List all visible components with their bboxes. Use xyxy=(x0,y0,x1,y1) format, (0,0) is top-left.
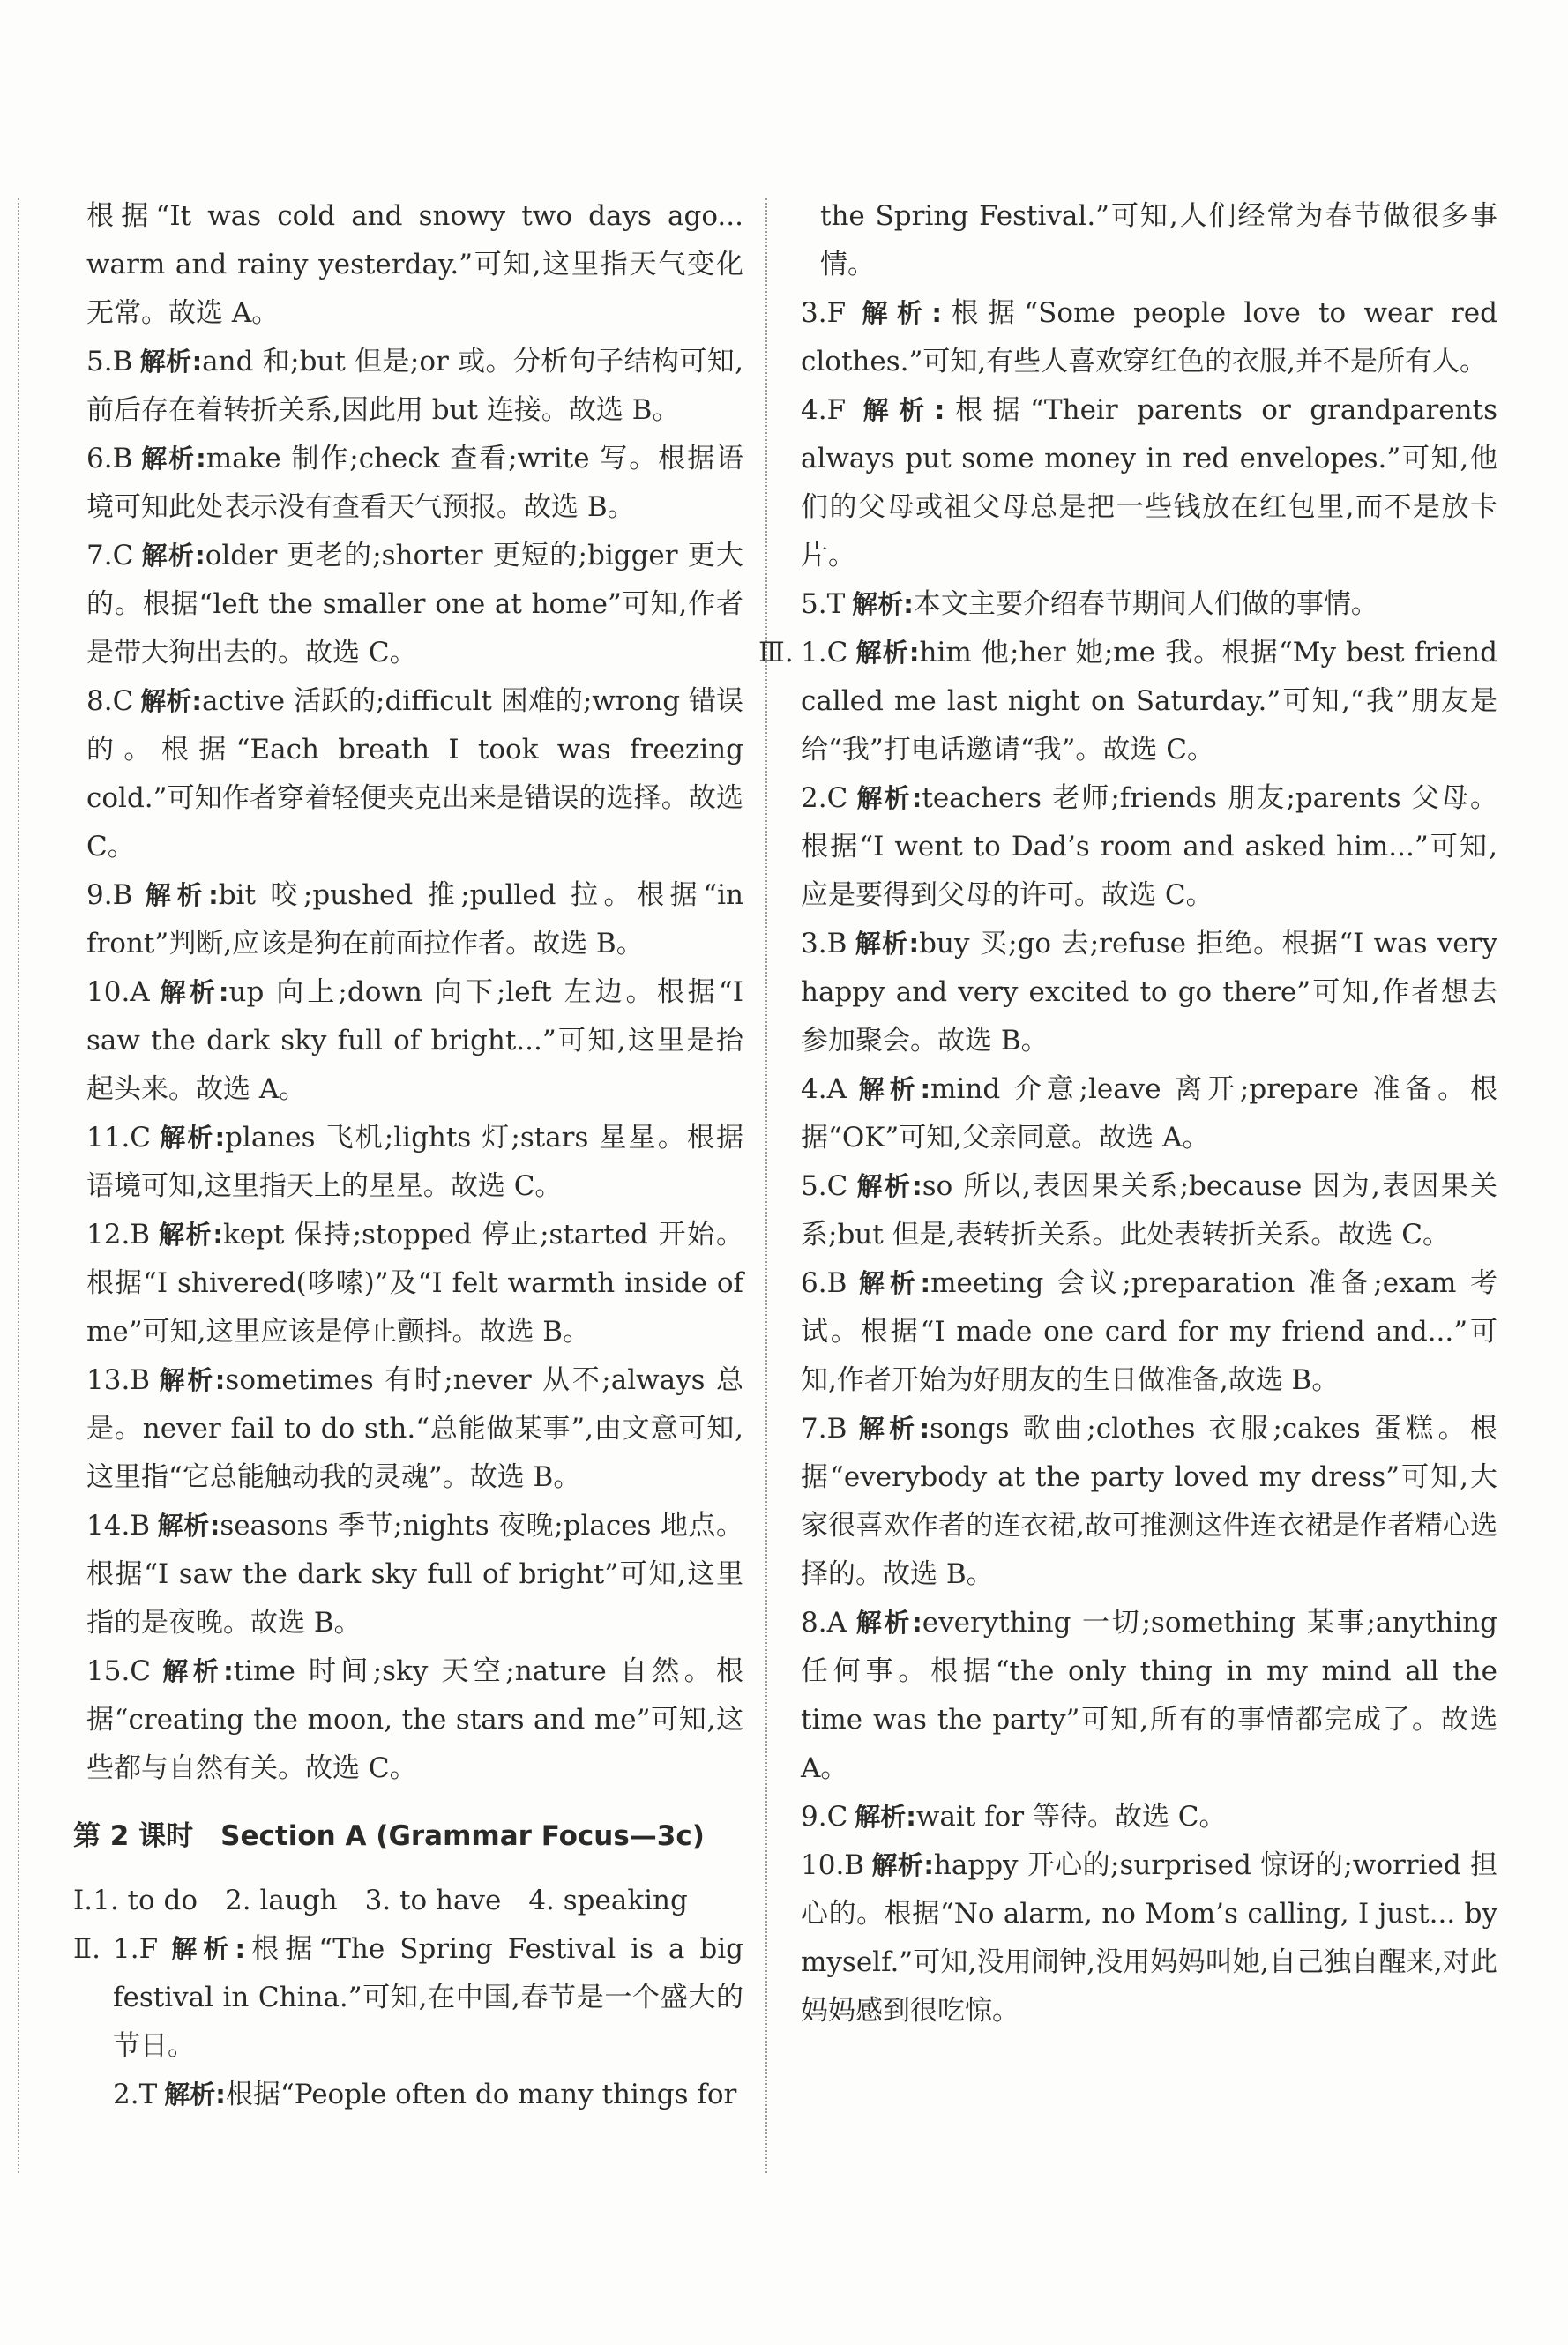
lesson-title: 第 2 课时 Section A (Grammar Focus—3c) xyxy=(73,1820,705,1852)
carryover-text: 根据“It was cold and snowy two days ago... warm and rainy yesterday.”可知,这里指天气变化无常。故选 A。 xyxy=(86,200,743,329)
analysis-text: 本文主要介绍春节期间人们做的事情。 xyxy=(913,588,1378,620)
analysis-text: meeting 会议;preparation 准备;exam 考试。根据“I made one card for my friend and...”可知,作者开始为好朋友的生日做准备,故选 B。 xyxy=(801,1267,1498,1396)
answer-number: 6.B xyxy=(86,443,133,474)
analysis-text: active 活跃的;difficult 困难的;wrong 错误的。根据“Each breath I took was freezing cold.”可知作者穿着轻便夹克出来是错误的选择。故选 C。 xyxy=(86,685,743,863)
answer-number: 5.T xyxy=(801,588,846,620)
answer-number: 4.A xyxy=(801,1073,847,1105)
answer-number: 3.F xyxy=(801,297,847,329)
answer-item xyxy=(801,629,1497,774)
section-2-roman: Ⅱ. xyxy=(73,1933,101,1965)
analysis-text: happy 开心的;surprised 惊讶的;worried 担心的。根据“No alarm, no Mom’s calling, I just... by myself.”可知,没用闹钟,没用妈妈叫她,自己独自醒来,对此妈妈感到很吃惊。 xyxy=(801,1849,1497,2027)
analysis-text: older 更老的;shorter 更短的;bigger 更大的。根据“left the smaller one at home”可知,作者是带大狗出去的。故选 C。 xyxy=(86,540,743,668)
answer-item xyxy=(801,1793,1497,1841)
answer-number: 2.C xyxy=(801,782,848,814)
answer-item xyxy=(801,1841,1497,2035)
answer-number: 5.C xyxy=(801,1170,848,1202)
analysis-label: 解析: xyxy=(158,1656,234,1686)
analysis-label: 解析: xyxy=(852,589,914,619)
analysis-text: sometimes 有时;never 从不;always 总是。never fail to do sth.“总能做某事”,由文意可知,这里指“它总能触动我的灵魂”。故选 B。 xyxy=(86,1364,743,1493)
analysis-label: 解析: xyxy=(855,1802,916,1832)
analysis-label: 解析: xyxy=(157,1220,223,1250)
answer-number: 7.B xyxy=(801,1413,847,1445)
answer-number: 2.T xyxy=(113,2079,158,2110)
analysis-text: everything 一切;something 某事;anything 任何事。根据“the only thing in my mind all the time was the party”可知,所有的事情都完成了。故选 A。 xyxy=(801,1607,1497,1784)
analysis-label: 解析: xyxy=(854,1268,931,1298)
analysis-text: time 时间;sky 天空;nature 自然。根据“creating the moon, the stars and me”可知,这些都与自然有关。故选 C。 xyxy=(86,1655,743,1784)
carryover-text-right: the Spring Festival.”可知,人们经常为春节做很多事情。 xyxy=(820,200,1497,280)
answer-item xyxy=(86,871,743,968)
answer-item xyxy=(801,920,1497,1065)
analysis-text: him 他;her 她;me 我。根据“My best friend called me last night on Saturday.”可知,“我”朋友是给“我”打电话邀请“我”。故选 C。 xyxy=(801,637,1497,765)
analysis-text: seasons 季节;nights 夜晚;places 地点。根据“I saw the dark sky full of bright”可知,这里指的是夜晚。故选 B。 xyxy=(86,1510,743,1639)
analysis-label: 解析: xyxy=(139,347,203,377)
answer-number: 9.C xyxy=(801,1801,848,1833)
answer-number: 10.B xyxy=(801,1849,865,1881)
answer-number: 8.A xyxy=(801,1607,847,1639)
analysis-text: make 制作;check 查看;write 写。根据语境可知此处表示没有查看天气预报。故选 B。 xyxy=(86,443,743,523)
section-3-list xyxy=(801,629,1497,2035)
answer-item xyxy=(86,968,743,1114)
answer-number: 13.B xyxy=(86,1364,151,1396)
analysis-label: 解析: xyxy=(853,298,943,328)
analysis-text: 根据“The Spring Festival is a big festival in China.”可知,在中国,春节是一个盛大的节日。 xyxy=(113,1933,743,2062)
analysis-label: 解析: xyxy=(140,686,202,716)
analysis-text: 根据“People often do many things for xyxy=(225,2079,737,2110)
answer-list-left xyxy=(86,338,743,1793)
analysis-text: songs 歌曲;clothes 衣服;cakes 蛋糕。根据“everybody at the party loved my dress”可知,大家很喜欢作者的连衣裙,故可推测这件连衣裙是作者精心选择的。故选 B。 xyxy=(801,1413,1497,1590)
answer-number: 15.C xyxy=(86,1655,152,1687)
answer-number: 1.F xyxy=(113,1933,159,1965)
answer-number: 3.B xyxy=(801,928,847,960)
analysis-label: 解析: xyxy=(156,977,229,1007)
analysis-label: 解析: xyxy=(140,541,205,571)
answer-item xyxy=(86,1502,743,1647)
section-2-continued-list xyxy=(801,289,1497,629)
section-1-roman: Ⅰ. xyxy=(73,1885,93,1916)
analysis-label: 解析: xyxy=(157,1365,226,1395)
left-margin-rule xyxy=(18,198,19,2173)
carryover-paragraph-right xyxy=(820,192,1497,289)
analysis-text: teachers 老师;friends 朋友;parents 父母。根据“I went to Dad’s room and asked him...”可知,应是要得到父母的许可。故选 C。 xyxy=(801,782,1497,911)
answer-number: 4.F xyxy=(801,394,847,426)
section-2 xyxy=(73,1925,743,2119)
analysis-label: 解析: xyxy=(157,1511,220,1541)
section-1 xyxy=(73,1877,743,1925)
answer-number: 14.B xyxy=(86,1510,151,1542)
answer-number: 9.B xyxy=(86,879,133,911)
answer-item xyxy=(113,2071,743,2119)
answer-item xyxy=(113,1925,743,2071)
analysis-label: 解析: xyxy=(855,638,920,668)
analysis-text: 根据“Some people love to wear red clothes.”可知,有些人喜欢穿红色的衣服,并不是所有人。 xyxy=(801,297,1497,377)
answer-item xyxy=(86,1211,743,1356)
column-divider xyxy=(765,198,767,2173)
answer-item xyxy=(801,1599,1497,1793)
answer-item xyxy=(801,386,1497,580)
answer-item xyxy=(801,1162,1497,1259)
analysis-label: 解析: xyxy=(853,1074,931,1104)
analysis-label: 解析: xyxy=(853,395,945,425)
answer-number: 1.C xyxy=(801,637,848,668)
carryover-paragraph xyxy=(86,192,743,338)
answer-item xyxy=(86,1114,743,1211)
analysis-label: 解析: xyxy=(854,929,920,959)
analysis-text: kept 保持;stopped 停止;started 开始。根据“I shivered(哆嗦)”及“I felt warmth inside of me”可知,这里应该是停止颤抖。故选 B。 xyxy=(86,1219,743,1348)
analysis-text: and 和;but 但是;or 或。分析句子结构可知,前后存在着转折关系,因此用 but 连接。故选 B。 xyxy=(86,346,743,426)
answer-item xyxy=(801,580,1497,629)
answer-item xyxy=(86,1647,743,1793)
analysis-text: mind 介意;leave 离开;prepare 准备。根据“OK”可知,父亲同意。故选 A。 xyxy=(801,1073,1497,1154)
analysis-label: 解析: xyxy=(139,444,206,474)
analysis-label: 解析: xyxy=(139,880,219,910)
analysis-label: 解析: xyxy=(855,1171,922,1201)
answer-item xyxy=(801,774,1497,920)
analysis-text: buy 买;go 去;refuse 拒绝。根据“I was very happy and very excited to go there”可知,作者想去参加聚会。故选 B。 xyxy=(801,928,1497,1057)
section-1-answers: 1. to do 2. laugh 3. to have 4. speaking xyxy=(93,1885,688,1916)
answer-item xyxy=(801,1065,1497,1162)
analysis-text: so 所以,表因果关系;because 因为,表因果关系;but 但是,表转折关系。此处表转折关系。故选 C。 xyxy=(801,1170,1497,1251)
analysis-label: 解析: xyxy=(158,1123,226,1153)
section-3-roman: Ⅲ. xyxy=(758,637,794,668)
analysis-label: 解析: xyxy=(855,783,922,813)
analysis-label: 解析: xyxy=(854,1414,930,1444)
answer-item xyxy=(801,289,1497,386)
section-3 xyxy=(758,629,1498,2035)
answer-item xyxy=(86,677,743,871)
answer-item xyxy=(86,1356,743,1502)
answer-number: 11.C xyxy=(86,1122,152,1154)
analysis-label: 解析: xyxy=(871,1850,934,1880)
right-column xyxy=(758,192,1498,2035)
analysis-text: wait for 等待。故选 C。 xyxy=(915,1801,1227,1833)
analysis-label: 解析: xyxy=(165,1934,246,1964)
analysis-label: 解析: xyxy=(853,1608,922,1638)
answer-number: 10.A xyxy=(86,976,150,1008)
answer-item xyxy=(801,1259,1497,1405)
analysis-text: planes 飞机;lights 灯;stars 星星。根据语境可知,这里指天上的星星。故选 C。 xyxy=(86,1122,743,1202)
answer-number: 8.C xyxy=(86,685,134,717)
answer-number: 12.B xyxy=(86,1219,151,1251)
answer-item xyxy=(86,532,743,677)
analysis-text: bit 咬;pushed 推;pulled 拉。根据“in front”判断,应该是狗在前面拉作者。故选 B。 xyxy=(86,879,743,960)
answer-number: 6.B xyxy=(801,1267,847,1299)
left-column xyxy=(73,192,743,2119)
section-2-list xyxy=(86,1925,743,2119)
answer-item xyxy=(801,1405,1497,1599)
analysis-label: 解析: xyxy=(164,2080,226,2110)
answer-number: 5.B xyxy=(86,346,133,377)
analysis-text: up 向上;down 向下;left 左边。根据“I saw the dark sky full of bright...”可知,这里是抬起头来。故选 A。 xyxy=(86,976,743,1105)
answer-number: 7.C xyxy=(86,540,134,571)
answer-item xyxy=(86,435,743,532)
answer-item xyxy=(86,338,743,435)
analysis-text: 根据“Their parents or grandparents always put some money in red envelopes.”可知,他们的父母或祖父母总是把一些钱放在红包里,而不是放卡片。 xyxy=(801,394,1497,571)
